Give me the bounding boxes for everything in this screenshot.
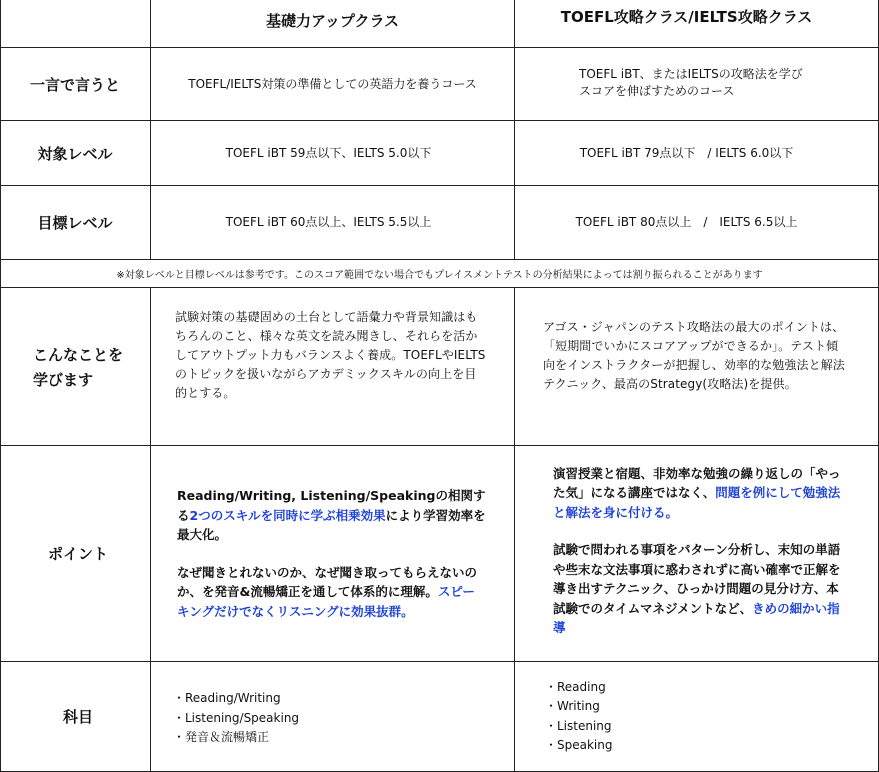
row-label-learn-line1: こんなことを [32, 345, 123, 364]
list-item: ・発音＆流暢矯正 [173, 730, 270, 745]
points-basic-paragraph-1: Reading/Writing, Listening/Speakingの相関する2つのスキルを同時に学ぶ相乗効果により学習効率を最大化。 [177, 488, 486, 542]
goal-level-basic: TOEFL iBT 60点以上、IELTS 5.5以上 [225, 215, 432, 229]
header-basic-class: 基礎力アップクラス [265, 12, 400, 30]
points-basic-highlight-1: 2つのスキルを同時に学ぶ相乗効果 [189, 507, 386, 523]
summary-toefl-ielts-line2: スコアを伸ばすためのコース [579, 84, 735, 98]
points-basic [151, 446, 514, 661]
points-toefl-highlight-2: きめの細かい指導 [553, 600, 840, 635]
summary-basic: TOEFL/IELTS対策の準備としての英語力を養うコース [188, 76, 477, 91]
points-toefl-paragraph-1: 演習授業と宿題、非効率な勉強の繰り返しの「やった気」になる講座ではなく、問題を例にして勉強法と解法を身に付ける。 [553, 465, 841, 520]
points-basic-highlight-2: スピーキングだけでなくリスニングに効果抜群。 [177, 584, 475, 619]
subjects-toefl-ielts-list [545, 678, 612, 756]
row-label-subjects: 科目 [62, 708, 93, 726]
row-label-summary: 一言で言うと [29, 75, 120, 94]
learn-toefl-ielts: アゴス・ジャパンのテスト攻略法の最大のポイントは、「短期間でいかにスコアアップができるか」。テスト傾向をインストラクターが把握し、効率的な勉強法と解法テクニック、最高のStrategy(攻略法)を提供。 [543, 319, 845, 391]
level-note: ※対象レベルと目標レベルは参考です。このスコア範囲でない場合でもプレイスメントテストの分析結果によっては割り振られることがあります [116, 270, 763, 281]
summary-toefl-ielts-line1: TOEFL iBT、またはIELTSの攻略法を学び [579, 67, 803, 81]
points-basic-paragraph-2: なぜ聞きとれないのか、なぜ聞き取ってもらえないのか、を発音&流暢矯正を通して体系的に理解。スピーキングだけでなくリスニングに効果抜群。 [177, 564, 478, 619]
subjects-basic-list [173, 689, 299, 748]
goal-level-toefl-ielts: TOEFL iBT 80点以上 / IELTS 6.5以上 [575, 215, 798, 229]
list-item: ・Speaking [545, 738, 613, 752]
row-label-goal-level: 目標レベル [37, 214, 113, 232]
row-label-learn-line2: 学びます [32, 370, 93, 389]
row-label-points: ポイント [47, 545, 108, 563]
points-toefl-ielts [515, 446, 878, 661]
row-label-target-level: 対象レベル [37, 144, 113, 163]
list-item: ・Reading/Writing [173, 691, 281, 706]
list-item: ・Reading [545, 679, 606, 694]
points-toefl-paragraph-2: 試験で問われる事項をパターン分析し、末知の単語や些末な文法事項に惑わされずに高い確率で正解を導き出すテクニック、ひっかけ問題の見分け方、本試験でのタイムマネジメントなど、きめの細かい指導 [553, 542, 841, 635]
target-level-basic: TOEFL iBT 59点以下、IELTS 5.0以下 [225, 145, 432, 160]
target-level-toefl-ielts: TOEFL iBT 79点以下 / IELTS 6.0以下 [579, 145, 794, 160]
list-item: ・Listening/Speaking [173, 710, 300, 725]
summary-toefl-ielts [515, 48, 878, 120]
row-label-learn [0, 288, 150, 445]
points-toefl-highlight-1: 問題を例にして勉強法と解法を身に付ける。 [553, 485, 841, 520]
header-toefl-ielts-class: TOEFL攻略クラス/IELTS攻略クラス [560, 8, 813, 26]
list-item: ・Listening [545, 718, 612, 733]
list-item: ・Writing [545, 699, 600, 713]
learn-basic: 試験対策の基礎固めの土台として語彙力や背景知識はもちろんのこと、様々な英文を読み聞きし、それらを活かしてアウトプット力もバランスよく養成。TOEFLやIELTSのトピックを扱いながらアカデミックスキルの向上を目的とする。 [175, 310, 486, 400]
subjects-toefl-ielts [515, 662, 878, 771]
subjects-basic [151, 662, 514, 771]
